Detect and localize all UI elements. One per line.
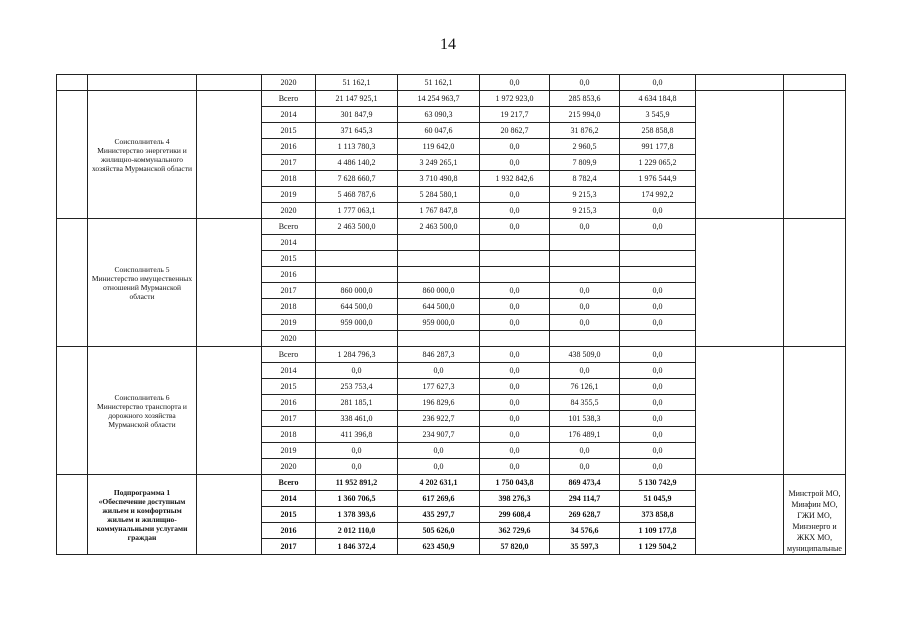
value-cell: 0,0	[620, 395, 696, 411]
page-number: 14	[440, 36, 456, 53]
value-cell: 1 378 393,6	[316, 507, 398, 523]
indicator-cell	[197, 91, 262, 219]
value-cell: 623 450,9	[398, 539, 480, 555]
value-cell: 1 109 177,8	[620, 523, 696, 539]
value-cell	[398, 331, 480, 347]
value-cell: 0,0	[480, 427, 550, 443]
year-cell: Всего	[262, 91, 316, 107]
indicator-cell	[197, 347, 262, 475]
value-cell: 0,0	[620, 315, 696, 331]
value-cell: 7 809,9	[550, 155, 620, 171]
value-cell	[550, 235, 620, 251]
value-cell: 0,0	[480, 139, 550, 155]
value-cell: 4 202 631,1	[398, 475, 480, 491]
value-cell: 0,0	[550, 219, 620, 235]
value-cell: 196 829,6	[398, 395, 480, 411]
value-cell: 0,0	[550, 299, 620, 315]
value-cell: 84 355,5	[550, 395, 620, 411]
year-cell: 2018	[262, 299, 316, 315]
value-cell	[480, 331, 550, 347]
value-cell: 0,0	[620, 219, 696, 235]
table-row	[57, 91, 846, 107]
value-cell	[550, 267, 620, 283]
executor-cell: Соисполнитель 4 Министерство энергетики и жилищно-коммунального хозяйства Мурманской области	[88, 91, 197, 219]
responsible-cell: Минстрой МО, Минфин МО, ГЖИ МО, Минэнерго и ЖКХ МО, муниципальные	[784, 475, 846, 555]
value-cell: 0,0	[620, 363, 696, 379]
value-cell: 285 853,6	[550, 91, 620, 107]
year-cell: 2019	[262, 315, 316, 331]
year-cell: 2016	[262, 139, 316, 155]
value-cell: 0,0	[620, 459, 696, 475]
value-cell	[316, 267, 398, 283]
value-cell: 0,0	[480, 187, 550, 203]
value-cell: 0,0	[480, 75, 550, 91]
value-cell: 1 129 504,2	[620, 539, 696, 555]
table-row	[57, 219, 846, 235]
value-cell: 0,0	[620, 379, 696, 395]
value-cell: 869 473,4	[550, 475, 620, 491]
value-cell	[316, 235, 398, 251]
year-cell: 2015	[262, 251, 316, 267]
value-cell: 0,0	[480, 315, 550, 331]
value-cell: 991 177,8	[620, 139, 696, 155]
value-cell: 253 753,4	[316, 379, 398, 395]
value-cell	[398, 267, 480, 283]
value-cell: 617 269,6	[398, 491, 480, 507]
value-cell: 60 047,6	[398, 123, 480, 139]
year-cell: 2019	[262, 187, 316, 203]
value-cell: 0,0	[550, 443, 620, 459]
value-cell: 0,0	[620, 347, 696, 363]
value-cell: 1 750 043,8	[480, 475, 550, 491]
value-cell: 0,0	[480, 203, 550, 219]
value-cell	[398, 235, 480, 251]
year-cell: 2017	[262, 539, 316, 555]
value-cell: 0,0	[480, 363, 550, 379]
value-cell	[480, 267, 550, 283]
value-cell: 174 992,2	[620, 187, 696, 203]
year-cell: 2017	[262, 411, 316, 427]
year-cell: 2015	[262, 507, 316, 523]
value-cell	[480, 235, 550, 251]
year-cell: Всего	[262, 219, 316, 235]
year-cell: 2016	[262, 267, 316, 283]
value-cell: 63 090,3	[398, 107, 480, 123]
value-cell	[316, 331, 398, 347]
value-cell: 51 162,1	[316, 75, 398, 91]
value-cell: 0,0	[620, 443, 696, 459]
number-cell	[57, 75, 88, 91]
value-cell: 398 276,3	[480, 491, 550, 507]
value-cell: 4 634 184,8	[620, 91, 696, 107]
value-cell: 0,0	[620, 411, 696, 427]
value-cell	[550, 251, 620, 267]
year-cell: 2014	[262, 363, 316, 379]
value-cell: 338 461,0	[316, 411, 398, 427]
value-cell: 2 463 500,0	[398, 219, 480, 235]
value-cell: 9 215,3	[550, 203, 620, 219]
year-cell: 2019	[262, 443, 316, 459]
year-cell: 2020	[262, 203, 316, 219]
value-cell: 0,0	[620, 299, 696, 315]
value-cell: 959 000,0	[316, 315, 398, 331]
value-cell: 1 229 065,2	[620, 155, 696, 171]
value-cell: 438 509,0	[550, 347, 620, 363]
value-cell: 644 500,0	[398, 299, 480, 315]
responsible-cell	[696, 75, 784, 91]
number-cell	[57, 219, 88, 347]
value-cell: 20 862,7	[480, 123, 550, 139]
value-cell	[620, 251, 696, 267]
value-cell: 177 627,3	[398, 379, 480, 395]
value-cell: 2 463 500,0	[316, 219, 398, 235]
value-cell: 3 545,9	[620, 107, 696, 123]
value-cell: 0,0	[398, 443, 480, 459]
budget-table	[56, 74, 846, 555]
year-cell: 2015	[262, 379, 316, 395]
value-cell: 1 976 544,9	[620, 171, 696, 187]
value-cell: 0,0	[480, 379, 550, 395]
value-cell: 0,0	[398, 459, 480, 475]
value-cell: 362 729,6	[480, 523, 550, 539]
value-cell	[620, 267, 696, 283]
year-cell: 2017	[262, 283, 316, 299]
year-cell: 2016	[262, 523, 316, 539]
year-cell: 2020	[262, 75, 316, 91]
value-cell	[550, 331, 620, 347]
responsible-cell	[696, 219, 784, 347]
value-cell: 0,0	[550, 363, 620, 379]
value-cell: 0,0	[620, 427, 696, 443]
number-cell	[57, 347, 88, 475]
value-cell: 51 162,1	[398, 75, 480, 91]
value-cell: 57 820,0	[480, 539, 550, 555]
value-cell: 7 628 660,7	[316, 171, 398, 187]
value-cell	[480, 251, 550, 267]
value-cell: 3 710 490,8	[398, 171, 480, 187]
value-cell: 2 960,5	[550, 139, 620, 155]
indicator-cell	[197, 75, 262, 91]
value-cell: 215 994,0	[550, 107, 620, 123]
value-cell: 0,0	[550, 75, 620, 91]
value-cell	[398, 251, 480, 267]
value-cell: 505 626,0	[398, 523, 480, 539]
responsible-cell	[696, 91, 784, 219]
year-cell: 2014	[262, 107, 316, 123]
value-cell: 294 114,7	[550, 491, 620, 507]
value-cell: 0,0	[398, 363, 480, 379]
year-cell: Всего	[262, 347, 316, 363]
value-cell: 1 113 780,3	[316, 139, 398, 155]
value-cell: 1 972 923,0	[480, 91, 550, 107]
subprogram-title: Подпрограмма 1 «Обеспечение доступным жильем и комфортным жильем и жилищно-коммунальными услугами граждан	[88, 475, 197, 555]
responsible-cell	[696, 347, 784, 475]
table-row	[57, 347, 846, 363]
year-cell: 2016	[262, 395, 316, 411]
value-cell: 19 217,7	[480, 107, 550, 123]
value-cell: 258 858,8	[620, 123, 696, 139]
value-cell: 0,0	[316, 459, 398, 475]
value-cell: 411 396,8	[316, 427, 398, 443]
value-cell: 1 284 796,3	[316, 347, 398, 363]
value-cell: 2 012 110,0	[316, 523, 398, 539]
value-cell: 31 876,2	[550, 123, 620, 139]
value-cell: 9 215,3	[550, 187, 620, 203]
number-cell	[57, 91, 88, 219]
table-row	[57, 475, 846, 491]
value-cell: 0,0	[480, 347, 550, 363]
value-cell: 34 576,6	[550, 523, 620, 539]
value-cell: 119 642,0	[398, 139, 480, 155]
value-cell: 0,0	[480, 155, 550, 171]
value-cell: 14 254 963,7	[398, 91, 480, 107]
value-cell: 301 847,9	[316, 107, 398, 123]
value-cell: 373 858,8	[620, 507, 696, 523]
value-cell: 0,0	[620, 203, 696, 219]
value-cell: 5 468 787,6	[316, 187, 398, 203]
value-cell: 0,0	[316, 443, 398, 459]
value-cell: 35 597,3	[550, 539, 620, 555]
value-cell: 0,0	[316, 363, 398, 379]
value-cell: 176 489,1	[550, 427, 620, 443]
value-cell: 0,0	[480, 459, 550, 475]
value-cell	[316, 251, 398, 267]
value-cell: 236 922,7	[398, 411, 480, 427]
value-cell: 846 287,3	[398, 347, 480, 363]
year-cell: 2015	[262, 123, 316, 139]
value-cell: 234 907,7	[398, 427, 480, 443]
value-cell: 0,0	[550, 315, 620, 331]
year-cell: 2020	[262, 459, 316, 475]
value-cell: 0,0	[480, 411, 550, 427]
value-cell: 281 185,1	[316, 395, 398, 411]
value-cell: 5 284 580,1	[398, 187, 480, 203]
value-cell: 21 147 925,1	[316, 91, 398, 107]
year-cell: 2020	[262, 331, 316, 347]
value-cell: 0,0	[480, 443, 550, 459]
value-cell: 299 608,4	[480, 507, 550, 523]
value-cell: 1 932 842,6	[480, 171, 550, 187]
value-cell: 4 486 140,2	[316, 155, 398, 171]
executor-cell: Соисполнитель 6 Министерство транспорта и дорожного хозяйства Мурманской области	[88, 347, 197, 475]
value-cell: 959 000,0	[398, 315, 480, 331]
executor-cell: Соисполнитель 5 Министерство имущественных отношений Мурманской области	[88, 219, 197, 347]
year-cell: 2017	[262, 155, 316, 171]
value-cell: 1 360 706,5	[316, 491, 398, 507]
value-cell: 371 645,3	[316, 123, 398, 139]
executor-cell	[88, 75, 197, 91]
extra-cell	[784, 91, 846, 219]
value-cell: 11 952 891,2	[316, 475, 398, 491]
value-cell: 0,0	[620, 75, 696, 91]
value-cell	[620, 331, 696, 347]
value-cell: 860 000,0	[398, 283, 480, 299]
value-cell: 3 249 265,1	[398, 155, 480, 171]
value-cell: 5 130 742,9	[620, 475, 696, 491]
year-cell: 2018	[262, 171, 316, 187]
value-cell: 860 000,0	[316, 283, 398, 299]
value-cell: 0,0	[480, 219, 550, 235]
value-cell: 1 777 063,1	[316, 203, 398, 219]
indicator-cell	[197, 475, 262, 555]
table-row	[57, 75, 846, 91]
value-cell: 51 045,9	[620, 491, 696, 507]
value-cell: 76 126,1	[550, 379, 620, 395]
value-cell	[620, 235, 696, 251]
number-cell	[57, 475, 88, 555]
value-cell: 8 782,4	[550, 171, 620, 187]
year-cell: 2014	[262, 235, 316, 251]
value-cell: 0,0	[620, 283, 696, 299]
value-cell: 0,0	[480, 395, 550, 411]
year-cell: 2014	[262, 491, 316, 507]
extra-cell	[784, 75, 846, 91]
value-cell: 1 767 847,8	[398, 203, 480, 219]
value-cell: 0,0	[480, 283, 550, 299]
extra-cell	[696, 475, 784, 555]
indicator-cell	[197, 219, 262, 347]
value-cell: 644 500,0	[316, 299, 398, 315]
value-cell: 435 297,7	[398, 507, 480, 523]
value-cell: 269 628,7	[550, 507, 620, 523]
value-cell: 0,0	[550, 283, 620, 299]
year-cell: Всего	[262, 475, 316, 491]
value-cell: 0,0	[480, 299, 550, 315]
extra-cell	[784, 219, 846, 347]
value-cell: 0,0	[550, 459, 620, 475]
value-cell: 101 538,3	[550, 411, 620, 427]
extra-cell	[784, 347, 846, 475]
year-cell: 2018	[262, 427, 316, 443]
value-cell: 1 846 372,4	[316, 539, 398, 555]
